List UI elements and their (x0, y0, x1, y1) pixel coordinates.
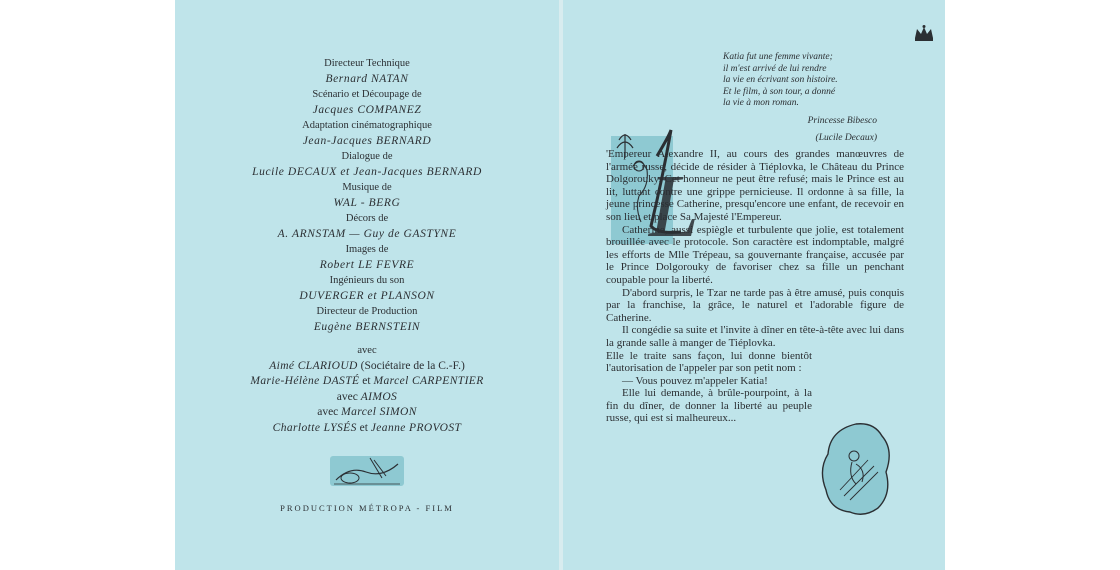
cast-name: Aimé CLARIOUD (269, 359, 358, 372)
credit-name: DUVERGER et PLANSON (299, 289, 435, 302)
credit-name: Jacques COMPANEZ (312, 103, 422, 116)
epigraph (723, 52, 883, 145)
epigraph-line: il m'est arrivé de lui rendre (723, 63, 827, 74)
cast-conjunction: avec (336, 390, 358, 403)
credit-name: A. ARNSTAM — Guy de GASTYNE (277, 227, 457, 240)
paragraph-2: Catherine, aussi espiègle et turbulente que jolie, est totalement brouillée avec le protocole. Son caractère est indomptable, malgré les efforts de Mlle Trépeau, sa gouvernante française, accusée par le Prince Dolgorouky de favoriser chez sa fille un penchant coupable pour la liberté. (606, 223, 904, 286)
paragraph-1: 'Empereur Alexandre II, au cours des grandes manœuvres de l'armée russe, décide de résider à Tiéplovka, le Château du Prince Dolgorouky. Cet honneur ne peut être refusé; mais le Prince est au lit, luttant contre une grippe pernicieuse. Il ordonne à sa fille, la jeune princesse Catherine, presqu'encore une enfant, de recevoir en son lieu et place Sa Majesté l'Empereur. (606, 148, 904, 223)
cameo-illustration-icon (816, 420, 896, 520)
credit-name: Jean-Jacques BERNARD (302, 134, 432, 147)
credit-role: Directeur de Production (316, 306, 418, 317)
paragraph-4: Il congédie sa suite et l'invite à dîner en tête-à-tête avec lui dans la grande salle à manger de Tiéplovka. (606, 324, 904, 349)
cast-name: Charlotte LYSÉS (272, 421, 357, 434)
credit-role: Directeur Technique (324, 58, 410, 69)
epigraph-line: Et le film, à son tour, a donné (723, 86, 836, 97)
cast-name: Marcel SIMON (341, 406, 417, 418)
credit-name: WAL - BERG (333, 196, 401, 209)
paragraph-5: Elle le traite sans façon, lui donne bientôt l'autorisation de l'appeler par son petit nom : (606, 349, 812, 375)
crown-icon (913, 24, 935, 42)
production-credit: PRODUCTION MÉTROPA - FILM (280, 503, 454, 513)
dropcap-letter: L (649, 157, 700, 256)
epigraph-line: la vie en écrivant son histoire. (723, 75, 838, 85)
cast-conjunction: et (359, 421, 368, 434)
credits-block (175, 56, 559, 436)
cast-name: Marie-Hélène DASTÉ (250, 375, 360, 387)
cast-line-5 (175, 421, 559, 437)
credit-role: Images de (345, 244, 389, 255)
paragraph-3: D'abord surpris, le Tzar ne tarde pas à être amusé, puis conquis par la franchise, la grâce, le naturel et l'adorable figure de Catherine. (606, 286, 904, 324)
cast-line-3 (175, 390, 559, 406)
credit-name: Bernard NATAN (325, 72, 409, 85)
quill-inkwell-ornament-icon (330, 452, 404, 488)
cast-name: Marcel CARPENTIER (373, 375, 484, 387)
epigraph-line: Katia fut une femme vivante; (723, 52, 833, 62)
credit-role: Scénario et Découpage de (312, 89, 422, 100)
credit-role: Dialogue de (341, 151, 393, 162)
credit-name: Lucile DECAUX et Jean-Jacques BERNARD (252, 165, 482, 178)
cast-name: Jeanne PROVOST (370, 421, 462, 434)
cast-conjunction: et (362, 375, 371, 387)
paragraph-6: — Vous pouvez m'appeler Katia! (622, 374, 768, 387)
cast-line-2 (175, 374, 559, 390)
credit-role: Décors de (345, 213, 389, 224)
credit-role: Musique de (342, 182, 392, 193)
narrative-text (606, 148, 904, 425)
cast-note: (Sociétaire de la C.-F.) (360, 359, 465, 372)
credit-role: Adaptation cinématographique (302, 120, 432, 131)
epigraph-signature-note: (Lucile Decaux) (815, 133, 877, 143)
credit-name: Eugène BERNSTEIN (313, 320, 421, 333)
credit-role: Ingénieurs du son (329, 275, 405, 286)
cast-name: AIMOS (360, 390, 398, 403)
right-page (563, 0, 945, 570)
left-page (175, 0, 559, 570)
cast-intro: avec (357, 345, 377, 356)
paragraph-7: Elle lui demande, à brûle-pourpoint, à la fin du dîner, de donner la liberté au peuple russe, qui est si malheureux... (606, 387, 812, 425)
epigraph-line: la vie à mon roman. (723, 98, 799, 108)
cast-conjunction: avec (317, 406, 339, 418)
credit-name: Robert LE FEVRE (319, 258, 415, 271)
cast-line-1 (175, 359, 559, 375)
epigraph-signature: Princesse Bibesco (807, 115, 877, 126)
cast-line-4 (175, 405, 559, 421)
